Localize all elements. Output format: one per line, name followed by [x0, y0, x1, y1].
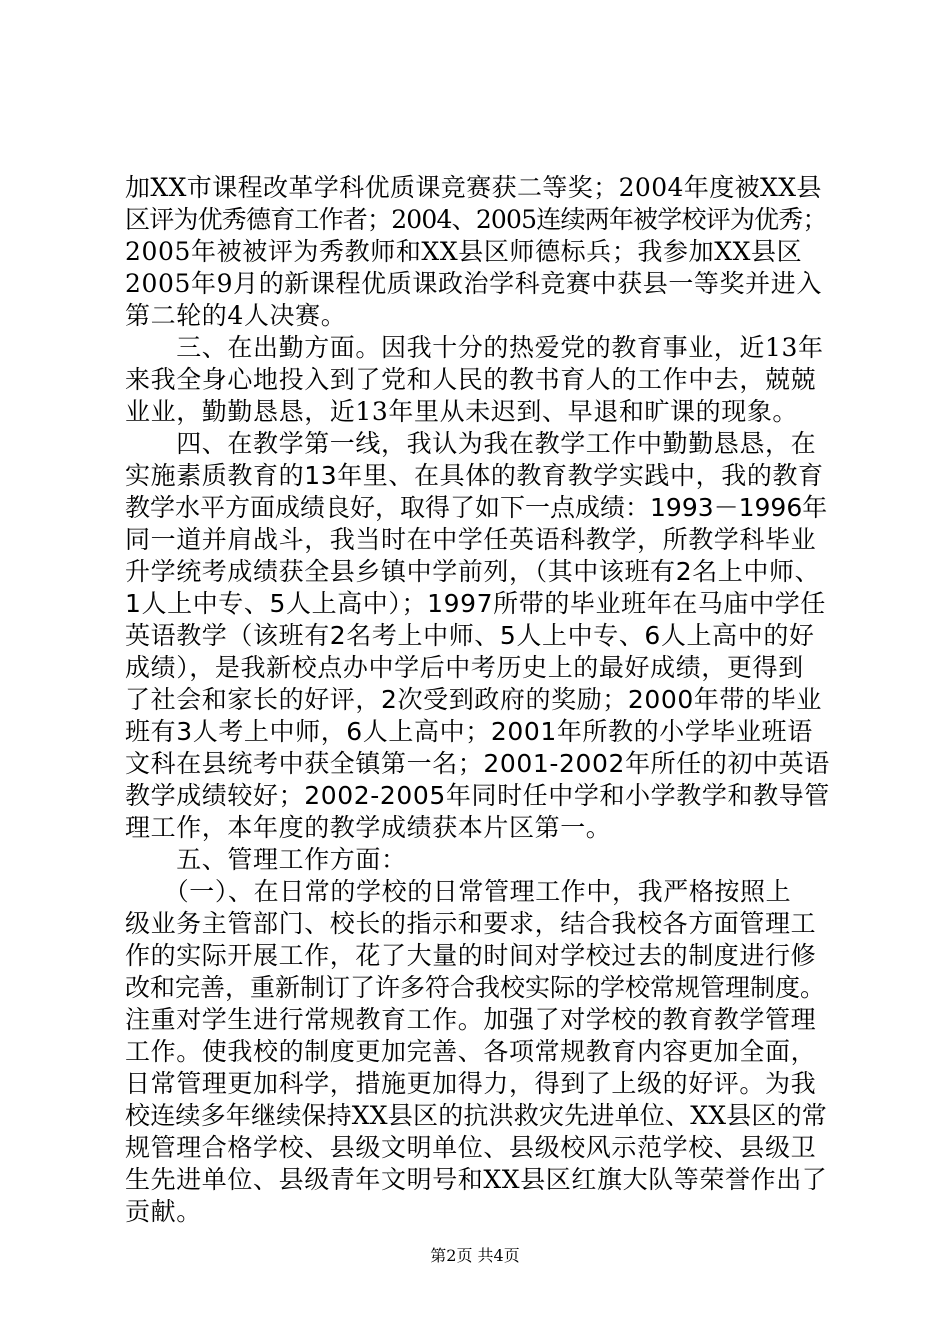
document-body [125, 172, 830, 1228]
text-line: 注重对学生进行常规教育工作。加强了对学校的教育教学管理 [125, 1005, 817, 1034]
text-line: 规管理合格学校、县级文明单位、县级校风示范学校、县级卫 [125, 1133, 817, 1162]
text-line: 英语教学（该班有2名考上中师、5人上中专、6人上高中的好 [125, 621, 815, 650]
text-line: 班有3人考上中师，6人上高中；2001年所教的小学毕业班语 [125, 717, 813, 746]
text-line: 教学水平方面成绩良好，取得了如下一点成绩：1993－1996年 [125, 493, 828, 522]
text-line: 改和完善，重新制订了许多符合我校实际的学校常规管理制度。 [125, 973, 826, 1002]
text-line: 校连续多年继续保持XX县区的抗洪救灾先进单位、XX县区的常 [125, 1101, 827, 1130]
page-footer [0, 1243, 950, 1266]
section-heading-line: 四、在教学第一线，我认为我在教学工作中勤勤恳恳，在 [125, 429, 817, 458]
text-line: 2005年被被评为秀教师和XX县区师德标兵；我参加XX县区 [125, 237, 803, 266]
section-heading-line: 五、管理工作方面： [125, 845, 407, 874]
text-line: 同一道并肩战斗，我当时在中学任英语科教学，所教学科毕业 [125, 525, 817, 554]
text-line: 了社会和家长的好评，2次受到政府的奖励；2000年带的毕业 [125, 685, 822, 714]
section-heading-line: 三、在出勤方面。因我十分的热爱党的教育事业，近13年 [125, 333, 824, 362]
text-line: 2005年9月的新课程优质课政治学科竞赛中获县一等奖并进入 [125, 269, 822, 298]
text-line: 区评为优秀德育工作者；2004、2005连续两年被学校评为优秀； [125, 205, 827, 234]
text-line: 1人上中专、5人上高中）；1997所带的毕业班年在马庙中学任 [125, 589, 826, 618]
text-line: 文科在县统考中获全镇第一名；2001-2002年所任的初中英语 [125, 749, 830, 778]
text-line: 理工作，本年度的教学成绩获本片区第一。 [125, 813, 612, 842]
text-line: 实施素质教育的13年里、在具体的教育教学实践中，我的教育 [125, 461, 824, 490]
text-line: 生先进单位、县级青年文明号和XX县区红旗大队等荣誉作出了 [125, 1165, 828, 1194]
text-line: 加XX市课程改革学科优质课竞赛获二等奖；2004年度被XX县 [125, 173, 822, 202]
page-number-label: 第2页 共4页 [430, 1246, 520, 1265]
text-line: 作的实际开展工作，花了大量的时间对学校过去的制度进行修 [125, 941, 817, 970]
text-line: 升学统考成绩获全县乡镇中学前列，（其中该班有2名上中师、 [125, 557, 821, 586]
text-line: 来我全身心地投入到了党和人民的教书育人的工作中去，兢兢 [125, 365, 817, 394]
text-line: 日常管理更加科学，措施更加得力，得到了上级的好评。为我 [125, 1069, 817, 1098]
text-line: 成绩），是我新校点办中学后中考历史上的最好成绩，更得到 [125, 653, 804, 682]
text-line: 工作。使我校的制度更加完善、各项常规教育内容更加全面， [125, 1037, 817, 1066]
subsection-heading-line: （一）、在日常的学校的日常管理工作中，我严格按照上 [125, 877, 792, 906]
text-line: 贡献。 [125, 1197, 202, 1226]
text-line: 教学成绩较好；2002-2005年同时任中学和小学教学和教导管 [125, 781, 830, 810]
text-line: 第二轮的4人决赛。 [125, 301, 347, 330]
text-line: 级业务主管部门、校长的指示和要求，结合我校各方面管理工 [125, 909, 817, 938]
text-line: 业业，勤勤恳恳，近13年里从未迟到、早退和旷课的现象。 [125, 397, 799, 426]
